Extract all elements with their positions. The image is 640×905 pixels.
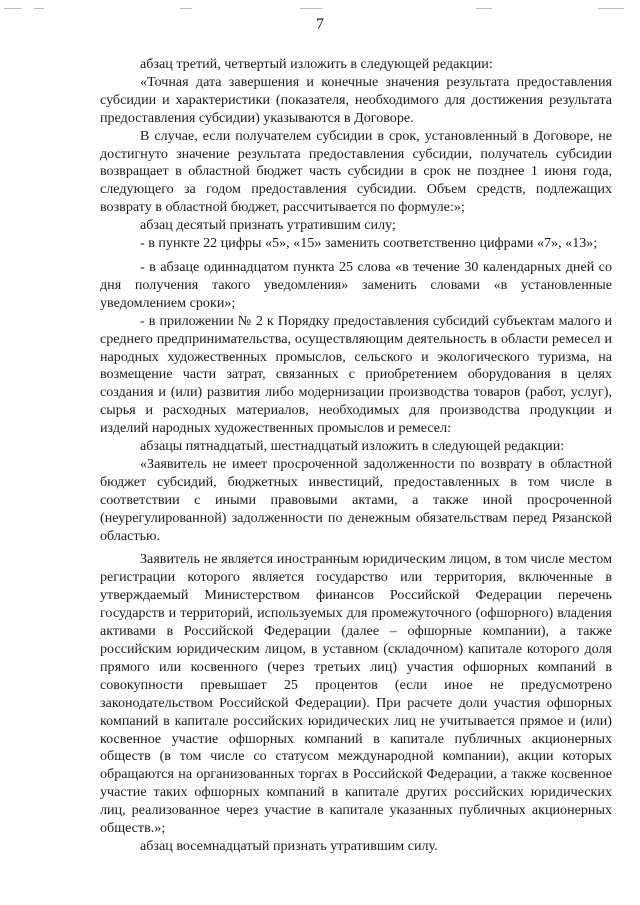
paragraph: абзац третий, четвертый изложить в следующей редакции: xyxy=(140,56,493,72)
scan-mark xyxy=(4,8,22,9)
paragraph: В случае, если получателем субсидии в срок, установленный в Договоре, не достигнуто значение результата предоставления субсидии, получатель субсидии возвращает в областной бюджет часть субсидии в срок не позднее 1 июня года, следующего за годом предоставления субсидии. Объем средств, подлежащих возврату в областной бюджет, рассчитывается по формуле:»; xyxy=(100,127,612,216)
document-body xyxy=(100,56,612,856)
scan-mark xyxy=(180,8,192,9)
scan-mark xyxy=(476,8,492,9)
paragraph: абзацы пятнадцатый, шестнадцатый изложить в следующей редакции: xyxy=(140,438,565,455)
paragraph: абзац десятый признать утратившим силу; xyxy=(140,217,396,234)
paragraph: «Точная дата завершения и конечные значения результата предоставления субсидии и характеристики (показателя, необходимого для достижения результата предоставления субсидии) указываются в Договоре. xyxy=(100,73,612,126)
scan-mark xyxy=(34,8,44,9)
paragraph: - в абзаце одиннадцатом пункта 25 слова «в течение 30 календарных дней со дня получения такого уведомления» заменить словами «в установленные уведомлением сроки»; xyxy=(100,258,612,311)
scan-mark xyxy=(598,8,624,9)
page-number: 7 xyxy=(316,16,324,33)
paragraph: Заявитель не является иностранным юридическим лицом, в том числе местом регистрации которого является государство или территория, включенные в утверждаемый Министерством финансов Российской Федерации перечень государств и территорий, используемых для промежуточного (офшорного) владения активами в Российской Федерации (далее – офшорные компании), а также российским юридическим лицом, в уставном (складочном) капитале которого доля прямого или косвенного (через третьих лиц) участия офшорных компаний в совокупности превышает 25 процентов (если иное не предусмотрено законодательством Российской Федерации). При расчете доли участия офшорных компаний в капитале российских юридических лиц не учитывается прямое и (или) косвенное участие офшорных компаний в капитале публичных акционерных обществ (в том числе со статусом международной компании), акции которых обращаются на организованных торгах в Российской Федерации, а также косвенное участие таких офшорных компаний в капитале других российских юридических лиц, реализованное через участие в капитале указанных публичных акционерных обществ.»; xyxy=(100,551,612,837)
paragraph: - в приложении № 2 к Порядку предоставления субсидий субъектам малого и среднего предпринимательства, осуществляющим деятельность в области ремесел и народных художественных промыслов, сельского и экологического туризма, на возмещение части затрат, связанных с приобретением оборудования в целях создания и (или) развития либо модернизации производства товаров (работ, услуг), сырья и расходных материалов, необходимых для производства продукции и изделий народных художественных промыслов и ремесел: xyxy=(100,312,612,437)
paragraph: «Заявитель не имеет просроченной задолженности по возврату в областной бюджет субсидий, бюджетных инвестиций, предоставленных в том числе в соответствии с иными правовыми актами, а также иной просроченной (неурегулированной) задолженности по денежным обязательствам перед Рязанской областью. xyxy=(100,455,612,544)
paragraph: абзац восемнадцатый признать утратившим силу. xyxy=(140,837,438,854)
scan-mark xyxy=(300,8,322,9)
paragraph: - в пункте 22 цифры «5», «15» заменить соответственно цифрами «7», «13»; xyxy=(140,235,598,252)
